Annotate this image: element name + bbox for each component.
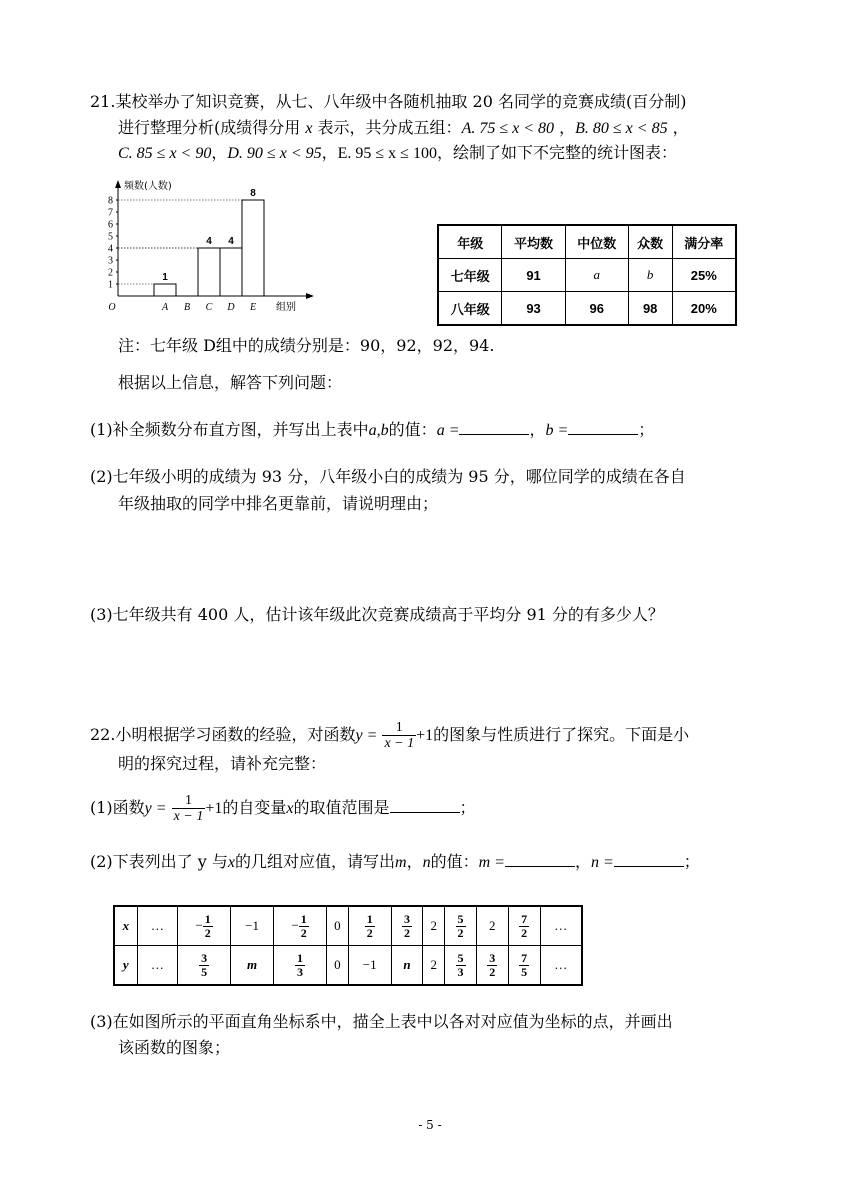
value-cell: $\frac{3}{5}$ [178, 946, 231, 986]
stats-table [437, 224, 737, 326]
q21-part1: (1)补全频数分布直方图，并写出上表中a,b的值：a = ，b = ； [90, 420, 655, 439]
value-cell: x [114, 906, 137, 946]
bar-value-label: 1 [162, 272, 168, 283]
value-cell: $\frac{1}{2}$ [348, 906, 391, 946]
q21-line3: C. 85 ≤ x < 90，D. 90 ≤ x < 95，E. 95 ≤ x ≤ 100，绘制了如下不完整的统计图表： [118, 143, 677, 162]
value-cell: 0 [327, 946, 349, 986]
bar-value-label: 8 [250, 188, 256, 199]
y-tick-label: 3 [108, 255, 113, 267]
q21-line2: 进行整理分析(成绩得分用 x 表示，共分成五组：A. 75 ≤ x < 80 ，B. 80 ≤ x < 85 ， [118, 118, 689, 137]
bar-D [220, 248, 242, 296]
value-cell: n [391, 946, 423, 986]
value-cell: − $\frac{1}{2}$ [178, 906, 231, 946]
bar-value-label: 4 [206, 236, 212, 247]
stats-cell: 八年级 [438, 292, 502, 326]
stats-cell: 25% [672, 259, 736, 292]
q21-note: 注：七年级 D组中的成绩分别是：90，92，92，94. [118, 336, 495, 355]
q21-part2-line2: 年级抽取的同学中排名更靠前，请说明理由； [118, 494, 439, 513]
stats-cell: 91 [502, 259, 565, 292]
value-cell: … [540, 946, 582, 986]
bar-value-label: 4 [228, 236, 234, 247]
x-row [114, 906, 582, 946]
value-cell: $\frac{7}{2}$ [508, 906, 540, 946]
xy-value-table [113, 905, 583, 986]
value-cell: 2 [476, 906, 508, 946]
q21-intro: 根据以上信息，解答下列问题： [118, 373, 343, 392]
q22-line1: 22.小明根据学习函数的经验，对函数y = $\frac{1}{x - 1}$ +1的图象与性质进行了探究。下面是小 [90, 720, 690, 751]
category-label: C [205, 302, 213, 313]
q22-part2: (2)下表列出了 y 与x的几组对应值，请写出m，n的值：m = ，n = ； [90, 852, 700, 871]
y-axis-arrow [115, 180, 121, 188]
stats-header-cell: 满分率 [672, 225, 736, 259]
value-cell: $\frac{7}{5}$ [508, 946, 540, 986]
stats-header-cell: 中位数 [565, 225, 628, 259]
y-tick-label: 6 [108, 219, 113, 231]
q21-part2-line1: (2)七年级小明的成绩为 93 分，八年级小白的成绩为 95 分，哪位同学的成绩在各自 [90, 467, 686, 486]
origin-label: O [108, 302, 116, 313]
x-axis-arrow [306, 293, 314, 299]
value-cell: y [114, 946, 137, 986]
q21-line1: 21.某校举办了知识竞赛，从七、八年级中各随机抽取 20 名同学的竞赛成绩(百分制) [90, 92, 687, 111]
y-tick-label: 2 [108, 267, 113, 279]
stats-cell: b [628, 259, 672, 292]
stats-header-cell: 年级 [438, 225, 502, 259]
category-label: E [249, 302, 257, 313]
q22-line2: 明的探究过程，请补充完整： [118, 754, 327, 773]
stats-header-row [438, 225, 736, 259]
y-row [114, 946, 582, 986]
stats-cell: a [565, 259, 628, 292]
q22-part3-line2: 该函数的图象； [118, 1038, 231, 1057]
stats-cell: 20% [672, 292, 736, 326]
frequency-histogram [100, 178, 320, 318]
stats-cell: 93 [502, 292, 565, 326]
page-number: - 5 - [418, 1118, 442, 1132]
stats-cell: 七年级 [438, 259, 502, 292]
y-tick-label: 4 [108, 243, 113, 255]
category-label: D [227, 302, 235, 313]
stats-cell: 96 [565, 292, 628, 326]
y-tick-label: 7 [108, 207, 113, 219]
y-tick-label: 1 [108, 279, 113, 291]
value-cell: − $\frac{1}{2}$ [274, 906, 327, 946]
value-cell: 0 [327, 906, 349, 946]
value-cell: $\frac{3}{2}$ [391, 906, 423, 946]
category-label: B [183, 302, 191, 313]
value-cell: −1 [348, 946, 391, 986]
category-label: A [161, 302, 169, 313]
q22-part3-line1: (3)在如图所示的平面直角坐标系中，描全上表中以各对对应值为坐标的点，并画出 [90, 1012, 673, 1031]
x-axis-label: 组别 [276, 302, 296, 313]
stats-cell: 98 [628, 292, 672, 326]
value-cell: $\frac{1}{3}$ [274, 946, 327, 986]
value-cell: −1 [231, 906, 274, 946]
value-cell: $\frac{3}{2}$ [476, 946, 508, 986]
value-cell: $\frac{5}{2}$ [445, 906, 477, 946]
y-tick-label: 8 [108, 195, 113, 207]
value-cell: … [540, 906, 582, 946]
value-cell: … [137, 946, 177, 986]
stats-row [438, 292, 736, 326]
bar-E [242, 200, 264, 296]
q22-part1: (1)函数y = $\frac{1}{x - 1}$ +1的自变量x的取值范围是 ； [90, 793, 476, 824]
stats-row [438, 259, 736, 292]
q21-part3: (3)七年级共有 400 人，估计该年级此次竞赛成绩高于平均分 91 分的有多少人？ [90, 605, 664, 624]
value-cell: $\frac{5}{3}$ [445, 946, 477, 986]
stats-header-cell: 平均数 [502, 225, 565, 259]
value-cell: 2 [423, 906, 445, 946]
bar-A [154, 284, 176, 296]
value-cell: 2 [423, 946, 445, 986]
bar-C [198, 248, 220, 296]
y-tick-label: 5 [108, 231, 113, 243]
value-cell: m [231, 946, 274, 986]
y-axis-label: 频数(人数) [124, 181, 172, 192]
stats-header-cell: 众数 [628, 225, 672, 259]
value-cell: … [137, 906, 177, 946]
